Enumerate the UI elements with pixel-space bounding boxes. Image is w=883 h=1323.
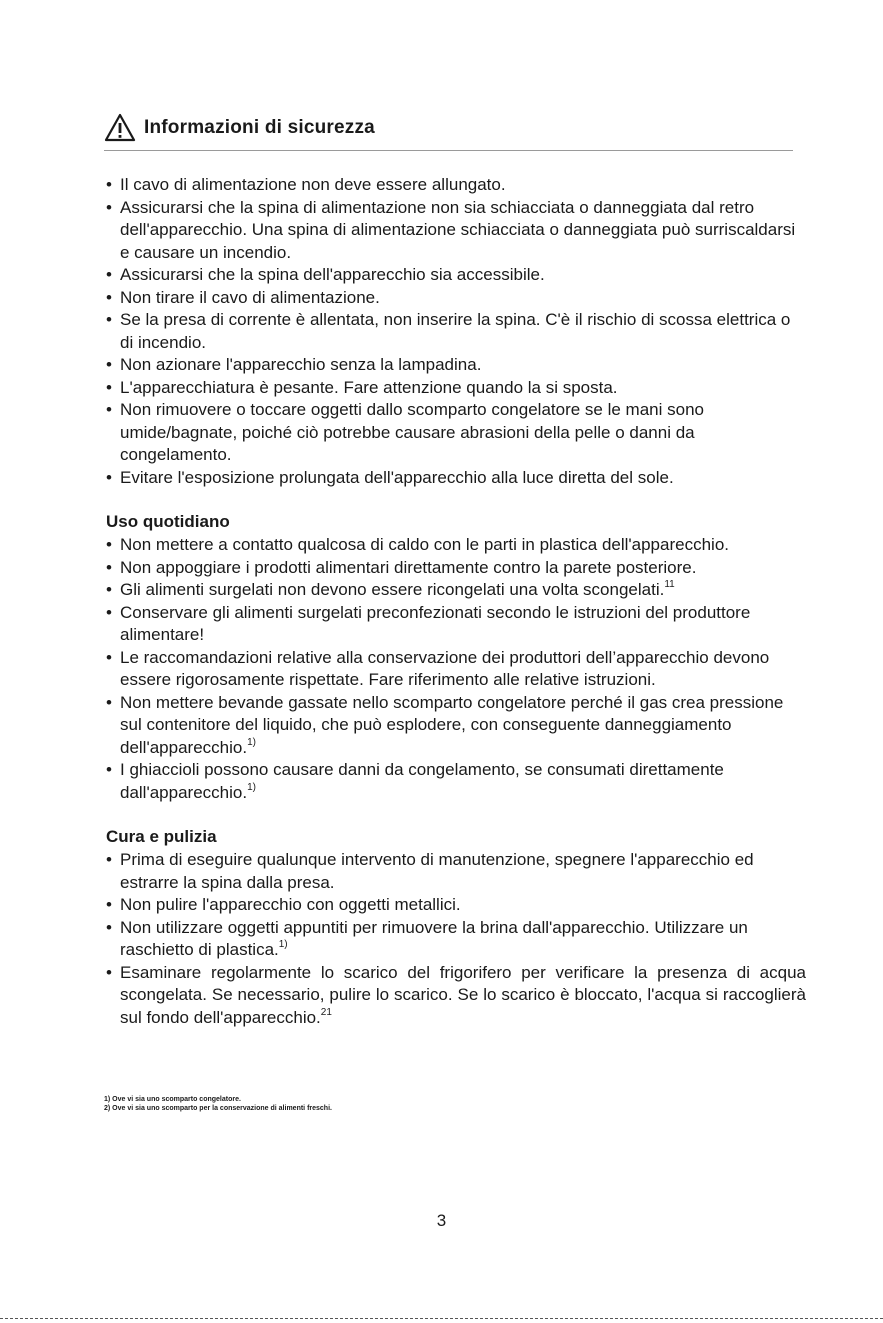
daily-use-list — [106, 534, 806, 804]
list-item — [106, 602, 806, 647]
footnote-1: 1) Ove vi sia uno scomparto congelatore. — [104, 1096, 241, 1103]
footnote-reference: 1) — [247, 781, 256, 793]
footnote-2: 2) Ove vi sia uno scomparto per la conservazione di alimenti freschi. — [104, 1105, 332, 1112]
list-item-text: Assicurarsi che la spina dell'apparecchio sia accessibile. — [120, 265, 545, 284]
daily-use-section — [106, 511, 806, 804]
list-item — [106, 579, 806, 602]
list-item-text: Non mettere a contatto qualcosa di caldo con le parti in plastica dell'apparecchio. — [120, 535, 729, 554]
warning-triangle-icon — [104, 113, 136, 143]
list-item — [106, 287, 806, 310]
care-section — [106, 826, 806, 1029]
list-item-text: Conservare gli alimenti surgelati preconfezionati secondo le istruzioni del produttore alimentare! — [120, 602, 751, 644]
list-item — [106, 354, 806, 377]
list-item — [106, 962, 806, 1030]
list-item-text: L'apparecchiatura è pesante. Fare attenzione quando la si sposta. — [120, 377, 618, 397]
list-item — [106, 534, 806, 557]
care-list — [106, 849, 806, 1029]
safety-list — [106, 174, 806, 489]
list-item — [106, 174, 806, 197]
footnote-reference: 1) — [247, 736, 256, 748]
list-item-text: Prima di eseguire qualunque intervento di manutenzione, spegnere l'apparecchio ed estrarre la spina dalla presa. — [120, 850, 754, 892]
title-divider — [104, 150, 793, 151]
list-item — [106, 377, 806, 400]
list-item — [106, 917, 806, 962]
list-item-text: I ghiaccioli possono causare danni da congelamento, se consumati direttamente dall'apparecchio. — [120, 760, 724, 802]
list-item-text: Non tirare il cavo di alimentazione. — [120, 287, 380, 307]
list-item — [106, 759, 806, 804]
list-item-text: Il cavo di alimentazione non deve essere allungato. — [120, 175, 506, 194]
list-item — [106, 264, 806, 287]
section-heading-safety — [104, 113, 375, 143]
list-item — [106, 399, 806, 467]
list-item-text: Non azionare l'apparecchio senza la lampadina. — [120, 355, 482, 374]
page-bottom-border — [0, 1318, 883, 1319]
footnote-reference: 11 — [664, 579, 675, 591]
page-title: Informazioni di sicurezza — [144, 117, 375, 138]
list-item — [106, 849, 806, 894]
list-item-text: Non pulire l'apparecchio con oggetti metallici. — [120, 895, 461, 914]
list-item — [106, 557, 806, 580]
list-item — [106, 647, 806, 692]
list-item-text: Gli alimenti surgelati non devono essere ricongelati una volta scongelati. — [120, 580, 665, 599]
section-title-care: Cura e pulizia — [106, 827, 217, 846]
list-item — [106, 197, 806, 265]
list-item-text: Se la presa di corrente è allentata, non inserire la spina. C'è il rischio di scossa elettrica o di incendio. — [120, 310, 791, 352]
page-number: 3 — [436, 1211, 447, 1230]
list-item — [106, 894, 806, 917]
list-item — [106, 467, 806, 490]
list-item — [106, 309, 806, 354]
list-item-text: Non mettere bevande gassate nello scomparto congelatore perché il gas crea pressione sul contenitore del liquido, che può esplodere, con conseguente danneggiamento dell'apparecchio. — [120, 692, 784, 757]
list-item-text: Le raccomandazioni relative alla conservazione dei produttori dell’apparecchio devono essere rigorosamente rispettate. Fare riferimento alle relative istruzioni. — [120, 647, 770, 689]
list-item-text: Non utilizzare oggetti appuntiti per rimuovere la brina dall'apparecchio. Utilizzare un raschietto di plastica. — [120, 917, 748, 959]
section-title-daily-use: Uso quotidiano — [106, 512, 230, 531]
footnotes — [104, 1095, 332, 1113]
list-item-text: Non appoggiare i prodotti alimentari direttamente contro la parete posteriore. — [120, 557, 697, 577]
list-item-text: Evitare l'esposizione prolungata dell'apparecchio alla luce diretta del sole. — [120, 467, 674, 487]
footnote-reference: 1) — [278, 939, 288, 951]
footnote-reference: 21 — [320, 1006, 332, 1018]
list-item-text: Assicurarsi che la spina di alimentazione non sia schiacciata o danneggiata dal retro dell'apparecchio. Una spina di alimentazione schiacciata o danneggiata può surriscaldarsi e causare un incendio. — [120, 197, 796, 262]
list-item — [106, 692, 806, 760]
safety-section — [106, 174, 806, 489]
list-item-text: Non rimuovere o toccare oggetti dallo scomparto congelatore se le mani sono umide/bagnate, poiché ciò potrebbe causare abrasioni della pelle o danni da congelamento. — [120, 400, 704, 464]
list-item-text: Esaminare regolarmente lo scarico del frigorifero per verificare la presenza di acqua scongelata. Se necessario, pulire lo scarico. Se lo scarico è bloccato, l'acqua si raccoglierà sul fondo dell'apparecchio. — [120, 962, 806, 1027]
